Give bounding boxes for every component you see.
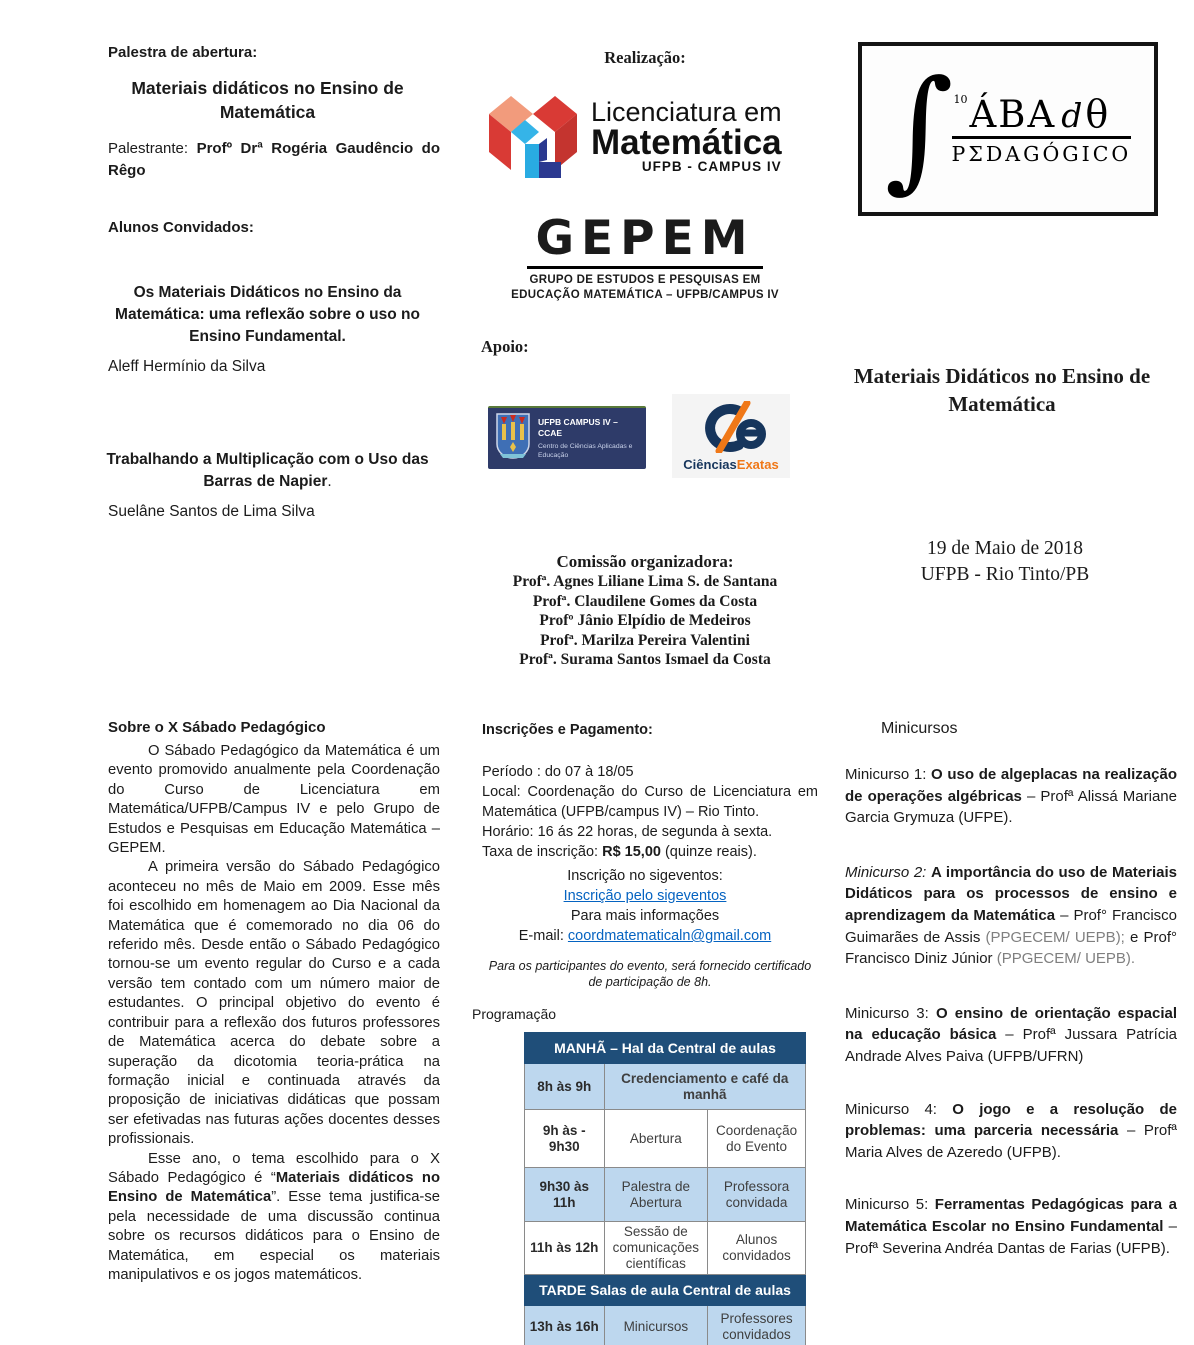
student-talk-1-title: Os Materiais Didáticos no Ensino da Matemática: uma reflexão sobre o uso no Ensino Fundamental. — [115, 284, 420, 345]
committee-member: Profª. Surama Santos Ismael da Costa — [519, 651, 771, 668]
committee-member: Profº Jânio Elpídio de Medeiros — [539, 612, 751, 629]
text-run: O ensino de orientação espacial na educação básica — [845, 1004, 1177, 1044]
email-prefix: E-mail: — [518, 928, 568, 944]
sabado-logo-exponent: 10 — [953, 93, 968, 106]
text-run: Ferramentas Pedagógicas para a Matemática Escolar no Ensino Fundamental — [845, 1196, 1178, 1235]
schedule-cell-time: 8h às 9h — [525, 1064, 605, 1110]
sabado-logo-aba: ÁBA — [969, 93, 1057, 136]
program-label: Programação — [472, 1006, 557, 1022]
text-run: A importância do uso de Materiais Didáticos para os processos de ensino e aprendizagem da Matemática — [845, 863, 1178, 924]
gepem-caption-2: EDUCAÇÃO MATEMÁTICA – UFPB/CAMPUS IV — [511, 289, 779, 301]
committee-member: Profª. Claudilene Gomes da Costa — [532, 592, 758, 610]
about-paragraph-2: A primeira versão do Sábado Pedagógico aconteceu no mês de Maio em 2009. Esse mês foi escolhido em homenagem ao Dia Nacional da Matemática que é comemorado no dia 06 do referido mês. Desde então o Sábado Pedagógico tornou-se um evento regular do Curso e a cada versão tem contado com um número maior de estudantes. O principal objetivo do evento é contribuir para a reflexão dos futuros professores de Matemática acerca do debate sobre a superação da dicotomia teoria-prática na formação inicial e continuada através da proposição de iniciativas didáticas que possam ser efetivadas nas futuras ações docentes desses profissionais. — [108, 859, 440, 1148]
text-run: Profº Drª Rogéria Gaudêncio do Rêgo — [108, 140, 440, 179]
text-run: R$ 15,00 — [602, 844, 661, 860]
student-talk-2-speaker: Suelâne Santos de Lima Silva — [108, 503, 315, 520]
apoio-heading: Apoio: — [481, 337, 529, 356]
theta-icon: θ — [1085, 92, 1109, 136]
ce-monogram-icon — [689, 401, 773, 458]
text-run: O jogo e a resolução de problemas: uma parceria necessária — [845, 1100, 1177, 1140]
text-run: (PPGECEM/ UEPB). — [996, 950, 1136, 968]
schedule-cell-activity: Credenciamento e café da manhã — [604, 1064, 806, 1110]
registration-period: Período : do 07 à 18/05 — [482, 764, 634, 780]
student-talk-1-speaker: Aleff Hermínio da Silva — [108, 358, 266, 375]
sabado-pedagogico-logo — [858, 42, 1158, 216]
sigeventos-label: Inscrição no sigeventos: — [567, 868, 723, 884]
opening-talk-heading: Palestra de abertura: — [108, 44, 258, 61]
email-link[interactable]: coordmatematicaln@gmail.com — [567, 928, 772, 944]
certificate-note: Para os participantes do evento, será fornecido certificado de participação de 8h. — [488, 959, 812, 989]
ccae-logo-subtitle: Centro de Ciências Aplicadas e Educação — [538, 443, 633, 459]
sigeventos-link[interactable]: Inscrição pelo sigeventos — [563, 888, 727, 904]
minicurso-3 — [845, 1003, 1177, 1068]
text-run: – Prof° Francisco Guimarães de Assis — [845, 906, 1177, 946]
text-run: – Profª Maria Alves de Azeredo (UFPB). — [845, 1122, 1177, 1161]
text-run: – Profª Alissá Mariane Garcia Grymuza (UFPE). — [845, 787, 1177, 827]
about-text — [108, 742, 440, 1285]
schedule-cell-activity: Minicursos — [604, 1306, 708, 1345]
sabado-logo-inner — [884, 52, 1132, 206]
text-run: – Profª Severina Andréa Dantas de Farias (UFPB). — [845, 1217, 1177, 1257]
text-run: . — [327, 473, 332, 490]
gepem-wordmark: GEPEM — [527, 214, 762, 269]
speaker-line — [108, 138, 440, 182]
about-paragraph-1: O Sábado Pedagógico da Matemática é um evento promovido anualmente pela Coordenação do Curso de Licenciatura em Matemática/UFPB/Campus IV e pelo Grupo de Estudos e Pesquisas em Educação Matemática – GEPEM. — [108, 743, 440, 857]
text-run: Minicurso 4: — [845, 1100, 953, 1118]
more-info-label: Para mais informações — [570, 908, 720, 924]
schedule-table — [524, 1032, 806, 1345]
schedule-cell-time: 11h às 12h — [525, 1222, 605, 1275]
gepem-caption-1: GRUPO DE ESTUDOS E PESQUISAS EM — [529, 274, 761, 286]
matematica-logo-line2: Matemática — [591, 123, 782, 162]
minicurso-2 — [845, 862, 1177, 970]
schedule-afternoon-header: TARDE Salas de aula Central de aulas — [525, 1275, 806, 1306]
text-run: – Profª Jussara Patrícia Andrade Alves Paiva (UFPB/UFRN) — [845, 1026, 1177, 1065]
schedule-cell-time: 13h às 16h — [525, 1306, 605, 1345]
event-place: UFPB - Rio Tinto/PB — [920, 564, 1090, 585]
ce-caption-word1: Ciências — [683, 457, 737, 472]
schedule-cell-who: Professora convidada — [708, 1168, 806, 1222]
registration-links — [470, 866, 820, 946]
event-title: Materiais Didáticos no Ensino de Matemática — [853, 364, 1151, 416]
text-run: (quinze reais). — [660, 844, 757, 860]
text-run: Palestrante: — [108, 140, 197, 157]
about-paragraph-3 — [108, 1150, 440, 1286]
text-run: e Prof° Francisco Diniz Júnior — [845, 928, 1178, 968]
about-heading: Sobre o X Sábado Pedagógico — [108, 719, 326, 736]
ccae-logo-title: UFPB CAMPUS IV – CCAE — [538, 417, 618, 438]
schedule-cell-time: 9h às - 9h30 — [525, 1110, 605, 1168]
matematica-cube-icon — [481, 88, 581, 185]
matematica-logo-line1: Licenciatura em — [591, 97, 782, 127]
minicursos-list — [845, 764, 1177, 1290]
integral-icon: ∫ — [884, 52, 954, 206]
text-run: Minicurso 2: — [845, 863, 931, 881]
registration-info — [482, 762, 818, 862]
schedule-cell-activity: Sessão de comunicações científicas — [604, 1222, 708, 1275]
ciencias-exatas-logo — [672, 394, 790, 478]
minicurso-4 — [845, 1099, 1177, 1164]
ufpb-crest-icon — [494, 410, 532, 467]
minicursos-heading: Minicursos — [881, 720, 958, 737]
committee-member: Profª. Marilza Pereira Valentini — [540, 631, 750, 649]
minicurso-1 — [845, 764, 1177, 829]
gepem-logo — [470, 211, 820, 303]
schedule-cell-activity: Abertura — [604, 1110, 708, 1168]
invited-students-heading: Alunos Convidados: — [108, 219, 254, 236]
text-run: ”. Esse tema justifica-se pela necessidade de uma discussão continua sobre os recursos didáticos para o Ensino de Matemática, em especial os materiais manipulativos e os jogos matemáticos. — [108, 1189, 440, 1283]
text-run: Esse ano, o tema escolhido para o X Sábado Pedagógico é “ — [108, 1150, 440, 1186]
event-date: 19 de Maio de 2018 — [927, 538, 1083, 559]
ufpb-ccae-logo — [488, 406, 646, 469]
text-run: Minicurso 1: — [845, 766, 932, 783]
text-run: Taxa de inscrição: — [482, 844, 603, 860]
ce-logo-caption — [683, 458, 778, 471]
opening-talk-title: Materiais didáticos no Ensino de Matemática — [131, 78, 404, 122]
committee-heading: Comissão organizadora: — [556, 552, 734, 571]
schedule-cell-who: Alunos convidados — [708, 1222, 806, 1275]
schedule-cell-who: Coordenação do Evento — [708, 1110, 806, 1168]
committee-member-list — [470, 572, 820, 670]
registration-heading: Inscrições e Pagamento: — [482, 722, 653, 738]
text-run: (PPGECEM/ UEPB); — [985, 928, 1125, 946]
matematica-logo-line3: UFPB - CAMPUS IV — [641, 159, 782, 174]
schedule-cell-activity: Palestra de Abertura — [604, 1168, 708, 1222]
text-run: Minicurso 3: — [845, 1004, 936, 1022]
registration-place: Local: Coordenação do Curso de Licenciatura em Matemática (UFPB/campus IV) – Rio Tinto. — [482, 784, 818, 820]
registration-fee — [482, 842, 818, 862]
organizing-committee — [470, 551, 820, 670]
text-run: Minicurso 5: — [845, 1196, 935, 1214]
sabado-logo-d: d — [1061, 96, 1083, 135]
text-run: O uso de algeplacas na realização de operações algébricas — [845, 766, 1178, 805]
committee-member: Profª. Agnes Liliane Lima S. de Santana — [512, 573, 778, 590]
student-talk-2-title — [95, 449, 440, 493]
minicurso-5 — [845, 1194, 1177, 1259]
schedule-cell-time: 9h30 às 11h — [525, 1168, 605, 1222]
realizacao-heading: Realização: — [604, 48, 686, 67]
ccae-logo-text — [538, 417, 640, 460]
ce-caption-word2: Exatas — [736, 457, 779, 472]
sabado-logo-bottom: PΣDAGÓGICO — [951, 142, 1132, 166]
schedule-morning-header: MANHÃ – Hal da Central de aulas — [525, 1033, 806, 1064]
matematica-logo-text — [591, 99, 782, 174]
registration-hours: Horário: 16 ás 22 horas, de segunda à sexta. — [482, 824, 773, 840]
licenciatura-matematica-logo — [481, 88, 801, 185]
text-run: Materiais didáticos no Ensino de Matemática — [108, 1169, 441, 1206]
event-date-place — [845, 536, 1165, 588]
schedule-cell-who: Professores convidados — [708, 1306, 806, 1345]
text-run: Trabalhando a Multiplicação com o Uso das Barras de Napier — [106, 451, 429, 490]
